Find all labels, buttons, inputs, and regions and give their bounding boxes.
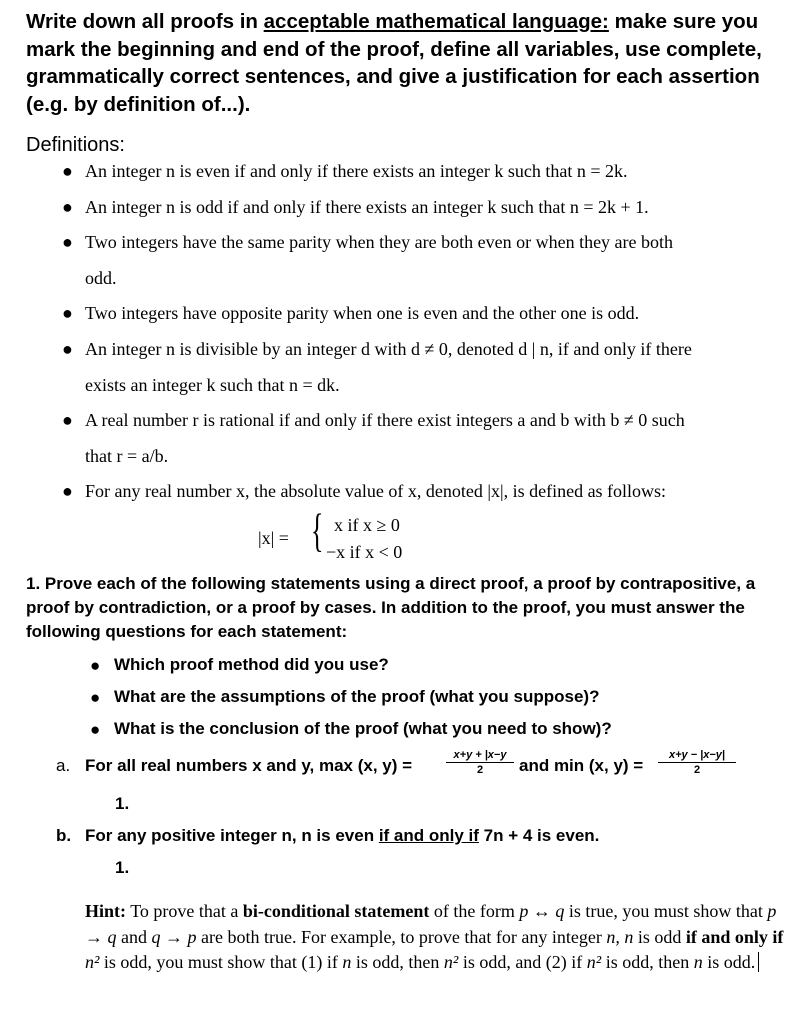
hint-text: and: [116, 926, 152, 947]
acceptable-language-link[interactable]: acceptable mathematical language:: [263, 10, 609, 33]
definition-same-parity: Two integers have the same parity when they are both even or when they are both: [85, 232, 674, 252]
question-1-prompt: 1. Prove each of the following statements using a direct proof, a proof by contrapositive, a proof by contradiction, or a proof by cases. In addition to the proof, you must answer the following questions for each statement:: [26, 574, 756, 641]
definition-rational-cont: that r = a/b.: [85, 446, 169, 466]
bullet: ●: [62, 339, 73, 359]
part-b-marker: b.: [56, 826, 72, 845]
hint-math: n²: [586, 952, 602, 972]
instructions-lead: Write down all proofs in: [26, 10, 264, 33]
hint-text: is odd.: [702, 952, 756, 972]
instructions-rest: make sure you mark the beginning and end of the proof, define all variables, use complete, grammatically correct sentences, and give a justification for each assertion (e.g. by definition of...).: [26, 10, 762, 116]
definition-same-parity-cont: odd.: [85, 268, 117, 288]
part-a-marker: a.: [56, 756, 71, 775]
bullet: ●: [62, 197, 73, 217]
bullet: ●: [90, 720, 101, 739]
part-a-text-min: and min (x, y) =: [519, 756, 644, 775]
bullet: ●: [62, 481, 73, 501]
part-b-text-rest: 7n + 4 is even.: [478, 826, 600, 845]
part-a-answer[interactable]: 1.: [115, 794, 130, 813]
hint-text: is odd, and (2) if: [458, 952, 587, 972]
definition-even: An integer n is even if and only if there exists an integer k such that n = 2k.: [85, 161, 628, 181]
left-brace-icon: {: [311, 505, 324, 557]
bullet: ●: [62, 232, 73, 252]
hint-text: To prove that a: [126, 901, 243, 921]
definitions-heading: Definitions:: [26, 134, 125, 156]
part-b-text: [85, 826, 599, 846]
hint-text: is odd: [633, 926, 686, 947]
bullet: ●: [62, 161, 73, 181]
hint-math: p → q: [85, 901, 777, 947]
part-b-text-lead: For any positive integer n, n is even: [85, 826, 379, 845]
hint-paragraph: [85, 899, 795, 976]
definition-divisible: An integer n is divisible by an integer d with d ≠ 0, denoted d | n, if and only if there: [85, 339, 692, 359]
min-fraction-denominator: 2: [693, 764, 701, 776]
hint-math: n: [693, 952, 703, 972]
abs-lhs: |x| =: [258, 528, 289, 548]
if-and-only-if-link[interactable]: if and only if: [378, 826, 479, 845]
hint-math: n: [342, 952, 352, 972]
part-a-text-max: For all real numbers x and y, max (x, y) =: [85, 756, 413, 775]
bullet: ●: [62, 410, 73, 430]
max-fraction-numerator: x+y + |x−y: [446, 748, 514, 763]
question-assumptions: What are the assumptions of the proof (what you suppose)?: [114, 687, 600, 706]
question-conclusion: What is the conclusion of the proof (what you need to show)?: [114, 719, 612, 738]
bullet: ●: [62, 303, 73, 323]
max-fraction-denominator: 2: [476, 764, 484, 776]
question-proof-method: Which proof method did you use?: [114, 655, 389, 674]
hint-math: n²: [443, 952, 459, 972]
text-cursor[interactable]: [758, 952, 759, 972]
instructions: [26, 8, 796, 118]
min-fraction: [658, 748, 736, 777]
definition-absolute-value: For any real number x, the absolute value of x, denoted |x|, is defined as follows:: [85, 481, 667, 501]
definition-divisible-cont: exists an integer k such that n = dk.: [85, 375, 340, 395]
hint-math: n, n: [606, 926, 634, 947]
definition-opposite-parity: Two integers have opposite parity when one is even and the other one is odd.: [85, 303, 640, 323]
max-fraction: [446, 748, 514, 777]
hint-text: are both true. For example, to prove that for any integer: [196, 926, 607, 947]
hint-bold-term: if and only if: [685, 926, 784, 947]
abs-case-positive: x if x ≥ 0: [334, 515, 400, 535]
hint-text: is odd, you must show that (1) if: [99, 952, 343, 972]
hint-bold-term: bi-conditional statement: [242, 901, 430, 921]
hint-text: of the form: [429, 901, 520, 921]
hint-text: is odd, then: [351, 952, 444, 972]
hint-text: is odd, then: [601, 952, 694, 972]
hint-math: q → p: [151, 926, 197, 947]
bullet: ●: [90, 656, 101, 675]
definition-rational: A real number r is rational if and only if there exist integers a and b with b ≠ 0 such: [85, 410, 685, 430]
hint-label: Hint:: [85, 901, 127, 921]
hint-text: is true, you must show that: [564, 901, 768, 921]
hint-math: n²: [85, 952, 100, 972]
hint-math: p ↔ q: [519, 901, 565, 921]
part-b-answer[interactable]: 1.: [115, 858, 130, 877]
definition-odd: An integer n is odd if and only if there exists an integer k such that n = 2k + 1.: [85, 197, 649, 217]
abs-case-negative: −x if x < 0: [326, 542, 403, 562]
bullet: ●: [90, 688, 101, 707]
min-fraction-numerator: x+y − |x−y|: [658, 748, 736, 763]
